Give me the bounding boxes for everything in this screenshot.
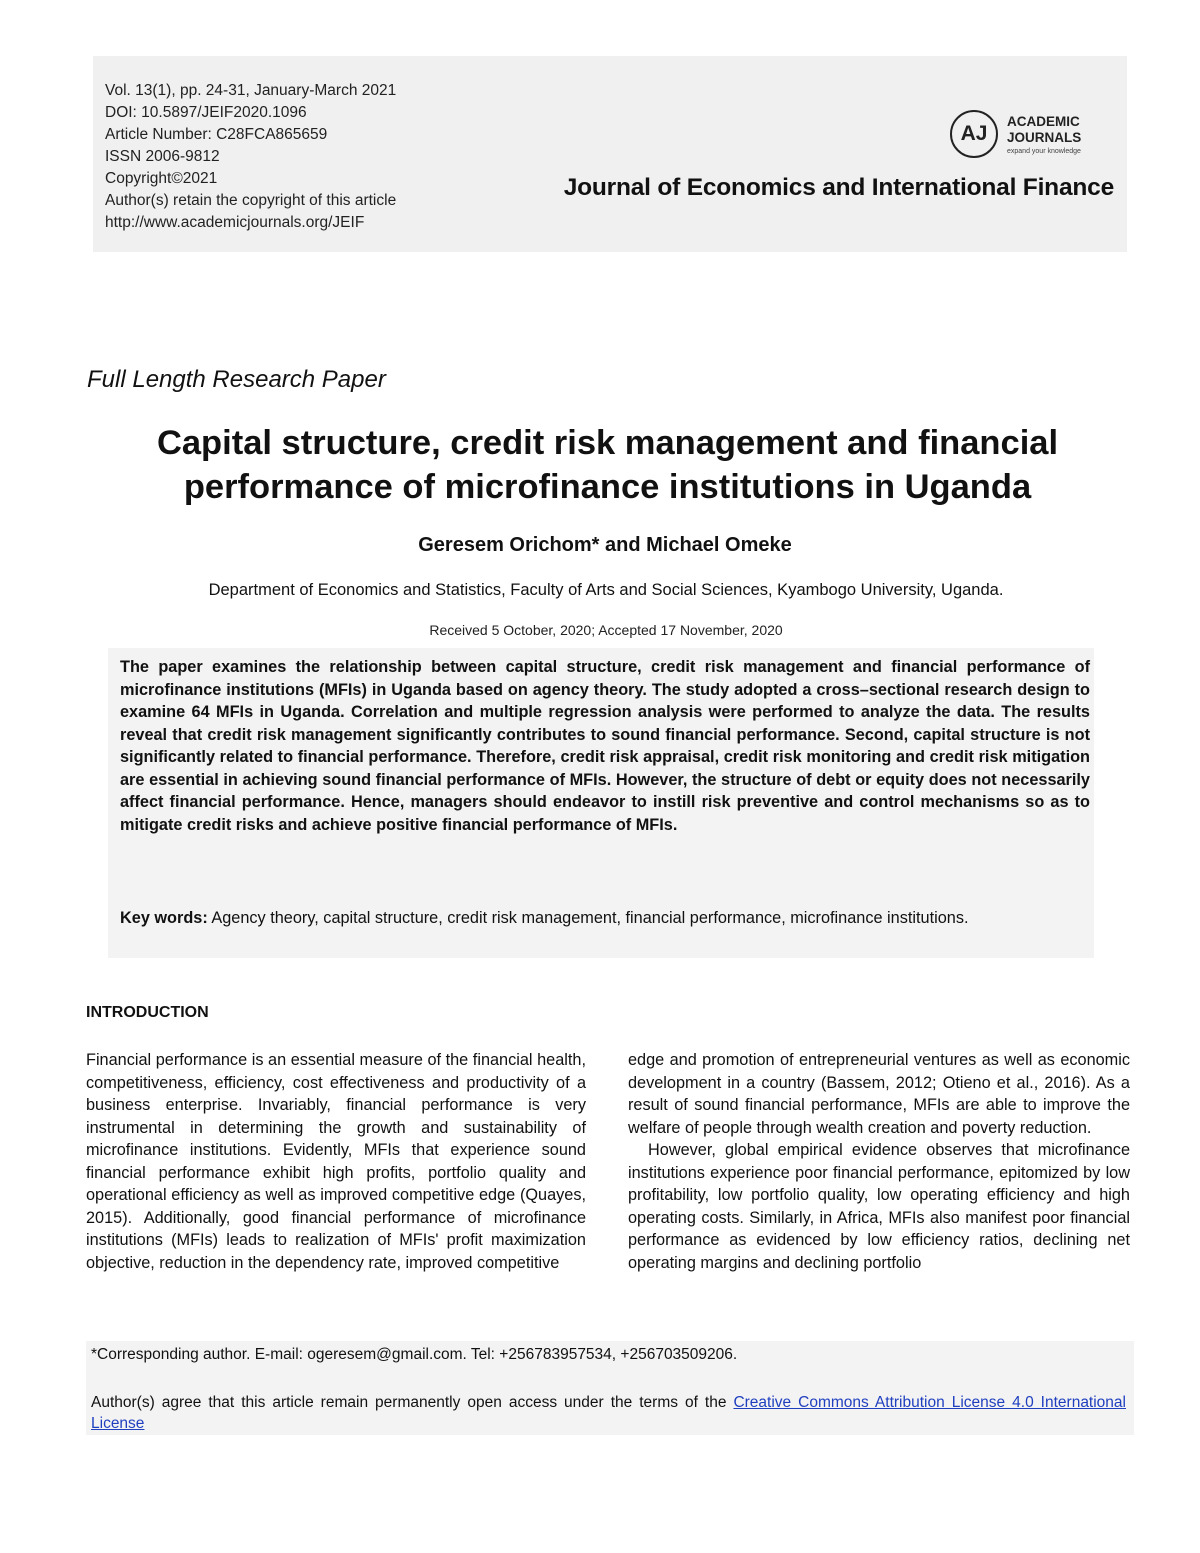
volume-line: Vol. 13(1), pp. 24-31, January-March 2021 [105,82,397,99]
right-column [628,1049,1130,1274]
corresponding-author: *Corresponding author. E-mail: ogeresem@gmail.com. Tel: +256783957534, +256703509206. [91,1346,738,1363]
paragraph: edge and promotion of entrepreneurial ventures as well as economic development in a country (Bassem, 2012; Otieno et al., 2016). As a result of sound financial performance, MFIs are able to improve the welfare of people through wealth creation and poverty reduction. [628,1051,1130,1137]
academic-journals-logo [950,110,1110,168]
authors: Geresem Orichom* and Michael Omeke [418,534,792,556]
license-link[interactable]: Creative Commons Attribution License 4.0 International License [91,1394,1126,1432]
keywords [120,907,1090,930]
paper-title: Capital structure, credit risk management and financial performance of microfinance institutions in Uganda [156,424,1059,506]
abstract: The paper examines the relationship between capital structure, credit risk management and financial performance of microfinance institutions (MFIs) in Uganda based on agency theory. The study adopted a cross–sectional research design to examine 64 MFIs in Uganda. Correlation and multiple regression analysis were performed to analyze the data. The results reveal that credit risk management significantly contributes to sound financial performance. Second, capital structure is not significantly related to financial performance. Therefore, credit risk appraisal, credit risk monitoring and credit risk mitigation are essential in achieving sound financial performance of MFIs. However, the structure of debt or equity does not necessarily affect financial performance. Hence, managers should endeavor to instill risk preventive and control mechanisms so as to mitigate credit risks and achieve positive financial performance of MFIs. [120,658,1090,834]
journal-name: Journal of Economics and International Finance [563,174,1114,201]
logo-wordmark [1007,114,1081,146]
keywords-label: Key words: [120,909,208,927]
copyright-notice: Author(s) retain the copyright of this article [105,192,397,209]
journal-header [93,56,1127,252]
affiliation: Department of Economics and Statistics, Faculty of Arts and Social Sciences, Kyambogo University, Uganda. [208,581,1004,599]
abstract-box [108,648,1094,958]
doi-line: DOI: 10.5897/JEIF2020.1096 [105,104,307,121]
left-column [86,1049,586,1274]
paragraph: However, global empirical evidence observes that microfinance institutions experience poor financial performance, epitomized by low profitability, low portfolio quality, low operating efficiency and high operating costs. Similarly, in Africa, MFIs also manifest poor financial performance as evidenced by low efficiency ratios, declining net operating margins and declining portfolio [628,1141,1130,1272]
aj-logo-icon: AJ [950,110,998,158]
section-heading-introduction: INTRODUCTION [86,1004,209,1021]
copyright-line: Copyright©2021 [105,170,218,187]
issn-line: ISSN 2006-9812 [105,148,220,165]
logo-line-2: JOURNALS [1007,130,1082,145]
received-dates: Received 5 October, 2020; Accepted 17 November, 2020 [429,622,783,638]
article-number-line: Article Number: C28FCA865659 [105,126,328,143]
logo-line-1: ACADEMIC [1007,114,1080,129]
article-metadata [105,80,396,234]
keywords-text: Agency theory, capital structure, credit risk management, financial performance, microfinance institutions. [207,909,969,927]
journal-url[interactable]: http://www.academicjournals.org/JEIF [105,214,365,231]
footnote-box [86,1341,1134,1435]
license-prefix: Author(s) agree that this article remain permanently open access under the terms of the [91,1394,734,1411]
logo-tagline: expand your knowledge [1007,148,1081,155]
article-type: Full Length Research Paper [87,366,386,393]
paragraph: Financial performance is an essential measure of the financial health, competitiveness, efficiency, cost effectiveness and productivity of a business enterprise. Invariably, financial performance is very instrumental in determining the growth and sustainability of microfinance institutions. Evidently, MFIs that experience sound financial performance exhibit high profits, portfolio quality and operational efficiency as well as improved competitive edge (Quayes, 2015). Additionally, good financial performance of microfinance institutions (MFIs) leads to realization of MFIs' profit maximization objective, reduction in the dependency rate, improved competitive [86,1051,586,1272]
license-statement [91,1392,1126,1434]
